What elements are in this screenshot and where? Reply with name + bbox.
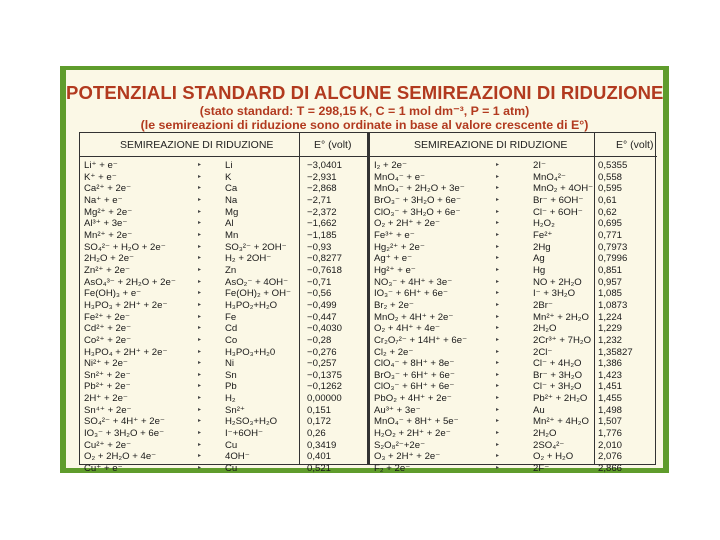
arrow-icon: ▸	[198, 441, 202, 448]
potential-value: 1,451	[598, 381, 623, 393]
table-row	[374, 230, 656, 242]
table-row	[84, 160, 366, 172]
table-row	[84, 253, 366, 265]
arrow-icon: ▸	[496, 348, 500, 355]
table-row	[374, 253, 656, 265]
potential-value: 2,010	[598, 439, 623, 451]
oxidized-species: O₃ + 2H⁺ + 2e⁻	[374, 451, 441, 463]
table-row	[84, 440, 366, 452]
oxidized-species: O₂ + 4H⁺ + 4e⁻	[374, 323, 441, 335]
table-row	[374, 347, 656, 359]
potential-value: −0,7618	[307, 264, 342, 276]
arrow-icon: ▸	[496, 453, 500, 460]
table-row	[374, 358, 656, 370]
arrow-icon: ▸	[496, 208, 500, 215]
oxidized-species: IO₃⁻ + 6H⁺ + 6e⁻	[374, 288, 449, 300]
arrow-icon: ▸	[496, 243, 500, 250]
oxidized-species: Br₂ + 2e⁻	[374, 299, 414, 311]
potential-value: 1,507	[598, 416, 623, 428]
table-row	[374, 242, 656, 254]
reduced-species: Hg	[533, 264, 546, 276]
oxidized-species: Mn²⁺ + 2e⁻	[84, 229, 133, 241]
arrow-icon: ▸	[198, 395, 202, 402]
arrow-icon: ▸	[496, 465, 500, 472]
table-row	[84, 335, 366, 347]
table-row	[374, 195, 656, 207]
potential-value: −2,868	[307, 183, 337, 195]
table-row	[84, 312, 366, 324]
reduced-species: 4OH⁻	[225, 451, 250, 463]
potential-value: −0,93	[307, 241, 332, 253]
arrow-icon: ▸	[198, 196, 202, 203]
oxidized-species: H₃PO₄ + 2H⁺ + 2e⁻	[84, 346, 168, 358]
table-row	[374, 265, 656, 277]
oxidized-species: Li⁺ + e⁻	[84, 160, 118, 171]
reduced-species: Pb	[225, 381, 237, 393]
potential-value: 0,61	[598, 194, 617, 206]
oxidized-species: Fe²⁺ + 2e⁻	[84, 311, 131, 323]
table-row	[84, 277, 366, 289]
reduced-species: H₂SO₃+H₂O	[225, 416, 278, 428]
arrow-icon: ▸	[198, 418, 202, 425]
potential-value: 1,386	[598, 358, 623, 370]
oxidized-species: Fe³⁺ + e⁻	[374, 229, 415, 241]
oxidized-species: 2H⁺ + 2e⁻	[84, 393, 128, 405]
potential-value: 1,776	[598, 428, 623, 440]
arrow-icon: ▸	[198, 465, 202, 472]
reduced-species: O₂ + H₂O	[533, 451, 574, 463]
arrow-icon: ▸	[198, 430, 202, 437]
arrow-icon: ▸	[496, 301, 500, 308]
oxidized-species: Cu²⁺ + 2e⁻	[84, 439, 132, 451]
arrow-icon: ▸	[496, 371, 500, 378]
arrow-icon: ▸	[198, 313, 202, 320]
oxidized-species: Co²⁺ + 2e⁻	[84, 334, 132, 346]
arrow-icon: ▸	[496, 266, 500, 273]
table-row	[84, 230, 366, 242]
arrow-icon: ▸	[198, 185, 202, 192]
table-row	[374, 381, 656, 393]
table-row	[84, 323, 366, 335]
oxidized-species: I₂ + 2e⁻	[374, 160, 408, 171]
table-row	[84, 183, 366, 195]
table-row	[84, 451, 366, 463]
oxidized-species: 2H₂O + 2e⁻	[84, 253, 135, 265]
table-row	[84, 347, 366, 359]
potential-value: 1,085	[598, 288, 623, 300]
table-row	[374, 323, 656, 335]
potential-value: −0,56	[307, 288, 332, 300]
table-row	[84, 288, 366, 300]
arrow-icon: ▸	[496, 173, 500, 180]
potential-value: −0,8277	[307, 253, 342, 265]
oxidized-species: H₃PO₃ + 2H⁺ + 2e⁻	[84, 299, 168, 311]
reduced-species: 2Cr³⁺ + 7H₂O	[533, 334, 592, 346]
arrow-icon: ▸	[198, 243, 202, 250]
potential-value: −0,71	[307, 276, 332, 288]
oxidized-species: Fe(OH)₃ + e⁻	[84, 288, 142, 300]
reduced-species: 2Hg	[533, 241, 551, 253]
table-row	[374, 416, 656, 428]
arrow-icon: ▸	[198, 336, 202, 343]
arrow-icon: ▸	[198, 348, 202, 355]
arrow-icon: ▸	[496, 255, 500, 262]
arrow-icon: ▸	[496, 430, 500, 437]
table-row	[84, 300, 366, 312]
oxidized-species: MnO₄⁻ + e⁻	[374, 171, 426, 183]
oxidized-species: Na⁺ + e⁻	[84, 194, 123, 206]
table-row	[374, 440, 656, 452]
potential-value: 2,866	[598, 463, 623, 475]
oxidized-species: AsO₄³⁻ + 2H₂O + 2e⁻	[84, 276, 176, 288]
table-row	[84, 242, 366, 254]
table-row	[374, 183, 656, 195]
reduced-species: SO₃²⁻ + 2OH⁻	[225, 241, 287, 253]
reduced-species: AsO₂⁻ + 4OH⁻	[225, 276, 289, 288]
reduced-species: H₂O₂	[533, 218, 555, 230]
reduced-species: Br⁻ + 6OH⁻	[533, 194, 584, 206]
potential-value: −3,0401	[307, 160, 342, 171]
potential-value: 0,26	[307, 428, 326, 440]
table-row	[84, 172, 366, 184]
table-row	[84, 358, 366, 370]
potential-value: 0,771	[598, 229, 623, 241]
page-title: POTENZIALI STANDARD DI ALCUNE SEMIREAZIONI DI RIDUZIONE	[66, 82, 664, 103]
reduced-species: Cd	[225, 323, 238, 335]
arrow-icon: ▸	[198, 383, 202, 390]
arrow-icon: ▸	[198, 173, 202, 180]
oxidized-species: ClO₃⁻ + 6H⁺ + 6e⁻	[374, 381, 455, 393]
oxidized-species: SO₄²⁻ + H₂O + 2e⁻	[84, 241, 166, 253]
oxidized-species: Mg²⁺ + 2e⁻	[84, 206, 133, 218]
arrow-icon: ▸	[496, 162, 500, 168]
arrow-icon: ▸	[198, 255, 202, 262]
potential-value: −2,71	[307, 194, 332, 206]
table-row	[84, 218, 366, 230]
table-row	[374, 428, 656, 440]
table-row	[374, 312, 656, 324]
table-row	[84, 370, 366, 382]
header-left-reaction: SEMIREAZIONE DI RIDUZIONE	[120, 133, 273, 157]
potential-value: −0,28	[307, 334, 332, 346]
potential-value: −2,931	[307, 171, 337, 183]
arrow-icon: ▸	[198, 266, 202, 273]
table-row	[374, 451, 656, 463]
arrow-icon: ▸	[496, 185, 500, 192]
arrow-icon: ▸	[496, 325, 500, 332]
header-left-e: E° (volt)	[314, 133, 351, 157]
potential-value: 0,695	[598, 218, 623, 230]
arrow-icon: ▸	[198, 360, 202, 367]
oxidized-species: Au³⁺ + 3e⁻	[374, 404, 421, 416]
table-row	[84, 207, 366, 219]
potential-value: −0,1262	[307, 381, 342, 393]
reduced-species: K	[225, 171, 232, 183]
table-row	[374, 370, 656, 382]
potentials-table	[79, 132, 656, 475]
reduced-species: 2Cl⁻	[533, 346, 553, 358]
oxidized-species: Pb²⁺ + 2e⁻	[84, 381, 131, 393]
reduced-species: Fe	[225, 311, 237, 323]
oxidized-species: IO₃⁻ + 3H₂O + 6e⁻	[84, 428, 165, 440]
subtitle-standard-state: (stato standard: T = 298,15 K, C = 1 mol dm⁻³, P = 1 atm)	[199, 104, 530, 118]
reduced-species: Cu	[225, 439, 238, 451]
reduced-species: Li	[225, 160, 233, 171]
arrow-icon: ▸	[198, 162, 202, 168]
reduced-species: H₂	[225, 393, 236, 405]
reduced-species: Zn	[225, 264, 237, 276]
potential-value: 0,7973	[598, 241, 628, 253]
reduced-species: 2H₂O	[533, 323, 557, 335]
oxidized-species: SO₄²⁻ + 4H⁺ + 2e⁻	[84, 416, 165, 428]
reduced-species: Ag	[533, 253, 545, 265]
reduced-species: H₃PO₃+H₂0	[225, 346, 276, 358]
table-row	[84, 405, 366, 417]
potential-value: −0,447	[307, 311, 337, 323]
right-rows	[374, 160, 656, 475]
oxidized-species: Sn⁴⁺ + 2e⁻	[84, 404, 132, 416]
arrow-icon: ▸	[496, 231, 500, 238]
reduced-species: Au	[533, 404, 545, 416]
oxidized-species: O₂ + 2H⁺ + 2e⁻	[374, 218, 441, 230]
potential-value: 0,401	[307, 451, 332, 463]
potential-value: 0,151	[307, 404, 332, 416]
arrow-icon: ▸	[198, 290, 202, 297]
potential-value: 0,172	[307, 416, 332, 428]
potential-value: −1,185	[307, 229, 337, 241]
reduced-species: Fe(OH)₂ + OH⁻	[225, 288, 292, 300]
table-row	[374, 300, 656, 312]
table-row	[84, 428, 366, 440]
table-row	[374, 218, 656, 230]
potential-value: 1,35827	[598, 346, 633, 358]
arrow-icon: ▸	[496, 220, 500, 227]
reduced-species: Al	[225, 218, 234, 230]
arrow-icon: ▸	[496, 395, 500, 402]
arrow-icon: ▸	[496, 278, 500, 285]
oxidized-species: Cr₂O₇²⁻ + 14H⁺ + 6e⁻	[374, 334, 468, 346]
oxidized-species: BrO₃⁻ + 3H₂O + 6e⁻	[374, 194, 462, 206]
potential-value: 0,558	[598, 171, 623, 183]
arrow-icon: ▸	[496, 196, 500, 203]
potential-value: −0,276	[307, 346, 337, 358]
reduced-species: Cu	[225, 463, 238, 475]
oxidized-species: MnO₄⁻ + 8H⁺ + 5e⁻	[374, 416, 459, 428]
header-right-reaction: SEMIREAZIONE DI RIDUZIONE	[414, 133, 567, 157]
reduced-species: Fe²⁺	[533, 229, 553, 241]
arrow-icon: ▸	[496, 406, 500, 413]
reduced-species: Sn	[225, 369, 237, 381]
potential-value: 1,232	[598, 334, 623, 346]
oxidized-species: Ag⁺ + e⁻	[374, 253, 413, 265]
oxidized-species: Sn²⁺ + 2e⁻	[84, 369, 131, 381]
oxidized-species: S₂O₈²⁻+2e⁻	[374, 439, 426, 451]
potential-value: 1,498	[598, 404, 623, 416]
oxidized-species: MnO₄⁻ + 2H₂O + 3e⁻	[374, 183, 465, 195]
table-row	[84, 393, 366, 405]
reduced-species: Pb²⁺ + 2H₂O	[533, 393, 588, 405]
reduced-species: Mn²⁺ + 4H₂O	[533, 416, 589, 428]
oxidized-species: PbO₂ + 4H⁺ + 2e⁻	[374, 393, 452, 405]
reduced-species: Mg	[225, 206, 239, 218]
table-row	[84, 416, 366, 428]
reduced-species: Br⁻ + 3H₂O	[533, 369, 583, 381]
oxidized-species: H₂O₂ + 2H⁺ + 2e⁻	[374, 428, 451, 440]
reduced-species: 2SO₄²⁻	[533, 439, 565, 451]
arrow-icon: ▸	[496, 290, 500, 297]
oxidized-species: Cd²⁺ + 2e⁻	[84, 323, 132, 335]
arrow-icon: ▸	[198, 406, 202, 413]
potential-value: −0,257	[307, 358, 337, 370]
arrow-icon: ▸	[496, 383, 500, 390]
potential-value: 1,224	[598, 311, 623, 323]
potential-value: −0,4030	[307, 323, 342, 335]
reduced-species: H₃PO₂+H₂O	[225, 299, 278, 311]
reduced-species: NO + 2H₂O	[533, 276, 582, 288]
reduced-species: MnO₂ + 4OH⁻	[533, 183, 594, 195]
potential-value: 0,7996	[598, 253, 628, 265]
reduced-species: I⁻+6OH⁻	[225, 428, 264, 440]
reduced-species: Sn²⁺	[225, 404, 245, 416]
oxidized-species: Cl₂ + 2e⁻	[374, 346, 414, 358]
oxidized-species: Zn²⁺ + 2e⁻	[84, 264, 131, 276]
table-row	[374, 405, 656, 417]
table-row	[374, 172, 656, 184]
oxidized-species: Cu⁺ + e⁻	[84, 463, 123, 475]
oxidized-species: Al³⁺ + 3e⁻	[84, 218, 128, 230]
potential-value: 1,423	[598, 369, 623, 381]
table-row	[374, 160, 656, 172]
header-right-e: E° (volt)	[616, 133, 653, 157]
reduced-species: Cl⁻ + 3H₂O	[533, 381, 582, 393]
reduced-species: 2H₂O	[533, 428, 557, 440]
oxidized-species: Ca²⁺ + 2e⁻	[84, 183, 132, 195]
arrow-icon: ▸	[496, 418, 500, 425]
oxidized-species: O₂ + 2H₂O + 4e⁻	[84, 451, 157, 463]
potential-value: 0,851	[598, 264, 623, 276]
potential-value: −0,499	[307, 299, 337, 311]
oxidized-species: MnO₂ + 4H⁺ + 2e⁻	[374, 311, 454, 323]
oxidized-species: NO₃⁻ + 4H⁺ + 3e⁻	[374, 276, 453, 288]
arrow-icon: ▸	[198, 231, 202, 238]
table-row	[374, 393, 656, 405]
arrow-icon: ▸	[198, 220, 202, 227]
arrow-icon: ▸	[198, 301, 202, 308]
reduced-species: Mn	[225, 229, 239, 241]
oxidized-species: BrO₃⁻ + 6H⁺ + 6e⁻	[374, 369, 455, 381]
arrow-icon: ▸	[198, 371, 202, 378]
table-row	[374, 207, 656, 219]
potential-value: 0,5355	[598, 160, 628, 171]
arrow-icon: ▸	[198, 208, 202, 215]
arrow-icon: ▸	[198, 453, 202, 460]
reduced-species: Ni	[225, 358, 235, 370]
table-row	[374, 463, 656, 475]
table-row	[374, 277, 656, 289]
oxidized-species: ClO₄⁻ + 8H⁺ + 8e⁻	[374, 358, 455, 370]
reduced-species: Co	[225, 334, 238, 346]
table-row	[374, 288, 656, 300]
potential-value: −2,372	[307, 206, 337, 218]
potential-value: 2,076	[598, 451, 623, 463]
table-row	[84, 265, 366, 277]
reduced-species: Ca	[225, 183, 238, 195]
table-row	[84, 463, 366, 475]
reduced-species: 2I⁻	[533, 160, 547, 171]
oxidized-species: ClO₃⁻ + 3H₂O + 6e⁻	[374, 206, 461, 218]
potentials-card	[66, 70, 664, 475]
oxidized-species: F₂ + 2e⁻	[374, 463, 411, 475]
potential-value: 0,521	[307, 463, 332, 475]
oxidized-species: Hg₂²⁺ + 2e⁻	[374, 241, 425, 253]
reduced-species: Cl⁻ + 4H₂O	[533, 358, 582, 370]
oxidized-species: Ni²⁺ + 2e⁻	[84, 358, 128, 370]
reduced-species: I⁻ + 3H₂O	[533, 288, 576, 300]
potential-value: −0,1375	[307, 369, 342, 381]
subtitle-ordering-note: (le semireazioni di riduzione sono ordinate in base al valore crescente di E°)	[140, 118, 589, 132]
potential-value: 0,957	[598, 276, 623, 288]
reduced-species: H₂ + 2OH⁻	[225, 253, 272, 265]
potential-value: 1,455	[598, 393, 623, 405]
potential-value: 0,595	[598, 183, 623, 195]
arrow-icon: ▸	[496, 336, 500, 343]
oxidized-species: K⁺ + e⁻	[84, 171, 117, 183]
arrow-icon: ▸	[496, 360, 500, 367]
section-divider	[369, 133, 370, 464]
potential-value: 1,0873	[598, 299, 628, 311]
potential-value: 1,229	[598, 323, 623, 335]
arrow-icon: ▸	[198, 278, 202, 285]
potential-value: −1,662	[307, 218, 337, 230]
reduced-species: Na	[225, 194, 238, 206]
table-row	[374, 335, 656, 347]
table-row	[84, 195, 366, 207]
reduced-species: MnO₄²⁻	[533, 171, 566, 183]
reduced-species: 2F⁻	[533, 463, 550, 475]
left-rows	[84, 160, 366, 475]
potential-value: 0,3419	[307, 439, 337, 451]
table-row	[84, 381, 366, 393]
potential-value: 0,00000	[307, 393, 342, 405]
potential-value: 0,62	[598, 206, 617, 218]
arrow-icon: ▸	[496, 441, 500, 448]
arrow-icon: ▸	[198, 325, 202, 332]
oxidized-species: Hg²⁺ + e⁻	[374, 264, 416, 276]
reduced-species: Mn²⁺ + 2H₂O	[533, 311, 589, 323]
arrow-icon: ▸	[496, 313, 500, 320]
reduced-species: 2Br⁻	[533, 299, 553, 311]
reduced-species: Cl⁻ + 6OH⁻	[533, 206, 583, 218]
